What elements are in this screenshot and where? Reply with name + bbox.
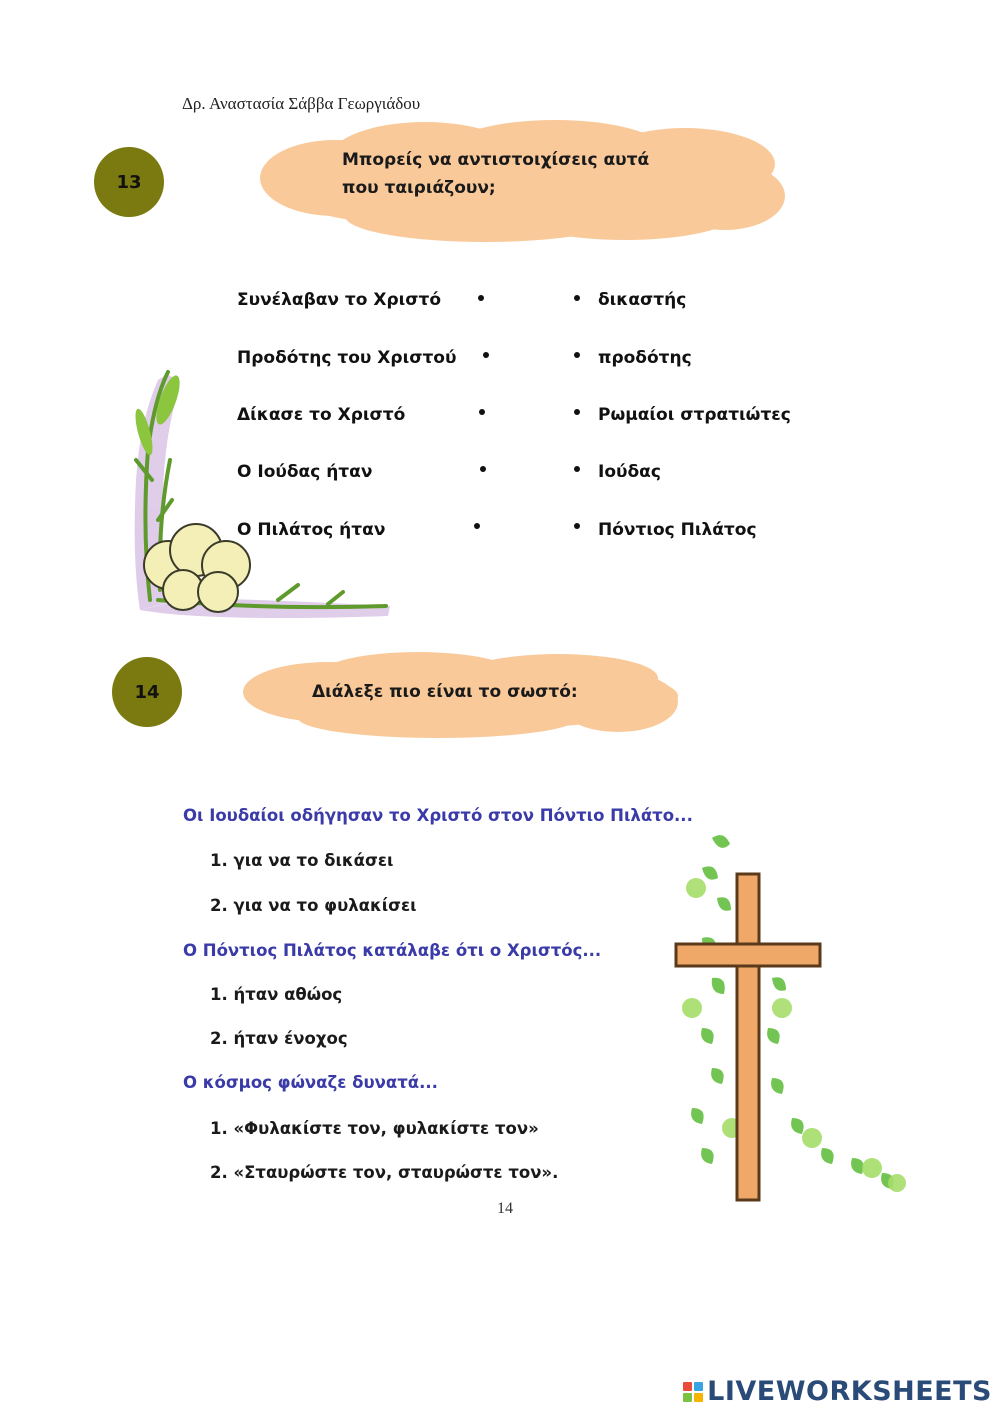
question-1: Οι Ιουδαίοι οδήγησαν το Χριστό στον Πόντιο Πιλάτο... bbox=[183, 806, 693, 825]
page-number: 14 bbox=[497, 1200, 513, 1217]
match-right-item[interactable]: Ιούδας bbox=[598, 462, 661, 482]
exercise-14-badge: 14 bbox=[112, 657, 182, 727]
match-left-item[interactable]: Δίκασε το Χριστό bbox=[237, 405, 406, 425]
brand-name: LIVEWORKSHEETS bbox=[707, 1376, 992, 1407]
question-2-option-2[interactable]: 2. ήταν ένοχος bbox=[210, 1029, 348, 1048]
question-1-option-2[interactable]: 2. για να το φυλακίσει bbox=[210, 896, 417, 915]
author-name: Δρ. Αναστασία Σάββα Γεωργιάδου bbox=[182, 94, 421, 113]
left-match-dot[interactable] bbox=[478, 295, 484, 301]
exercise-13-badge: 13 bbox=[94, 147, 164, 217]
question-2-option-1[interactable]: 1. ήταν αθώος bbox=[210, 985, 343, 1004]
left-match-dot[interactable] bbox=[483, 352, 489, 358]
match-right-item[interactable]: δικαστής bbox=[598, 290, 687, 310]
question-2: Ο Πόντιος Πιλάτος κατάλαβε ότι ο Χριστός... bbox=[183, 941, 602, 960]
right-match-dot[interactable] bbox=[574, 409, 580, 415]
left-match-dot[interactable] bbox=[474, 523, 480, 529]
instruction-line-1: Μπορείς να αντιστοιχίσεις αυτά bbox=[342, 150, 650, 170]
liveworksheets-logo-icon bbox=[683, 1382, 703, 1402]
left-match-dot[interactable] bbox=[479, 409, 485, 415]
flower-corner-image bbox=[128, 360, 398, 625]
cross-image bbox=[672, 828, 917, 1208]
question-3-option-2[interactable]: 2. «Σταυρώστε τον, σταυρώστε τον». bbox=[210, 1163, 559, 1182]
match-right-item[interactable]: Ρωμαίοι στρατιώτες bbox=[598, 405, 791, 425]
match-left-item[interactable]: Συνέλαβαν το Χριστό bbox=[237, 290, 442, 310]
question-3-option-1[interactable]: 1. «Φυλακίστε τον, φυλακίστε τον» bbox=[210, 1119, 539, 1138]
match-right-item[interactable]: Πόντιος Πιλάτος bbox=[598, 520, 757, 540]
exercise-13-instruction bbox=[342, 146, 649, 202]
match-left-item[interactable]: Προδότης του Χριστού bbox=[237, 348, 457, 368]
liveworksheets-brand bbox=[683, 1376, 992, 1407]
match-left-item[interactable]: Ο Ιούδας ήταν bbox=[237, 462, 373, 482]
question-3: Ο κόσμος φώναζε δυνατά... bbox=[183, 1073, 438, 1092]
match-left-item[interactable]: Ο Πιλάτος ήταν bbox=[237, 520, 386, 540]
exercise-14-instruction: Διάλεξε πιο είναι το σωστό: bbox=[312, 682, 578, 702]
question-1-option-1[interactable]: 1. για να το δικάσει bbox=[210, 851, 394, 870]
right-match-dot[interactable] bbox=[574, 523, 580, 529]
right-match-dot[interactable] bbox=[574, 466, 580, 472]
instruction-line-2: που ταιριάζουν; bbox=[342, 178, 496, 198]
right-match-dot[interactable] bbox=[574, 295, 580, 301]
left-match-dot[interactable] bbox=[480, 466, 486, 472]
right-match-dot[interactable] bbox=[574, 352, 580, 358]
match-right-item[interactable]: προδότης bbox=[598, 348, 692, 368]
